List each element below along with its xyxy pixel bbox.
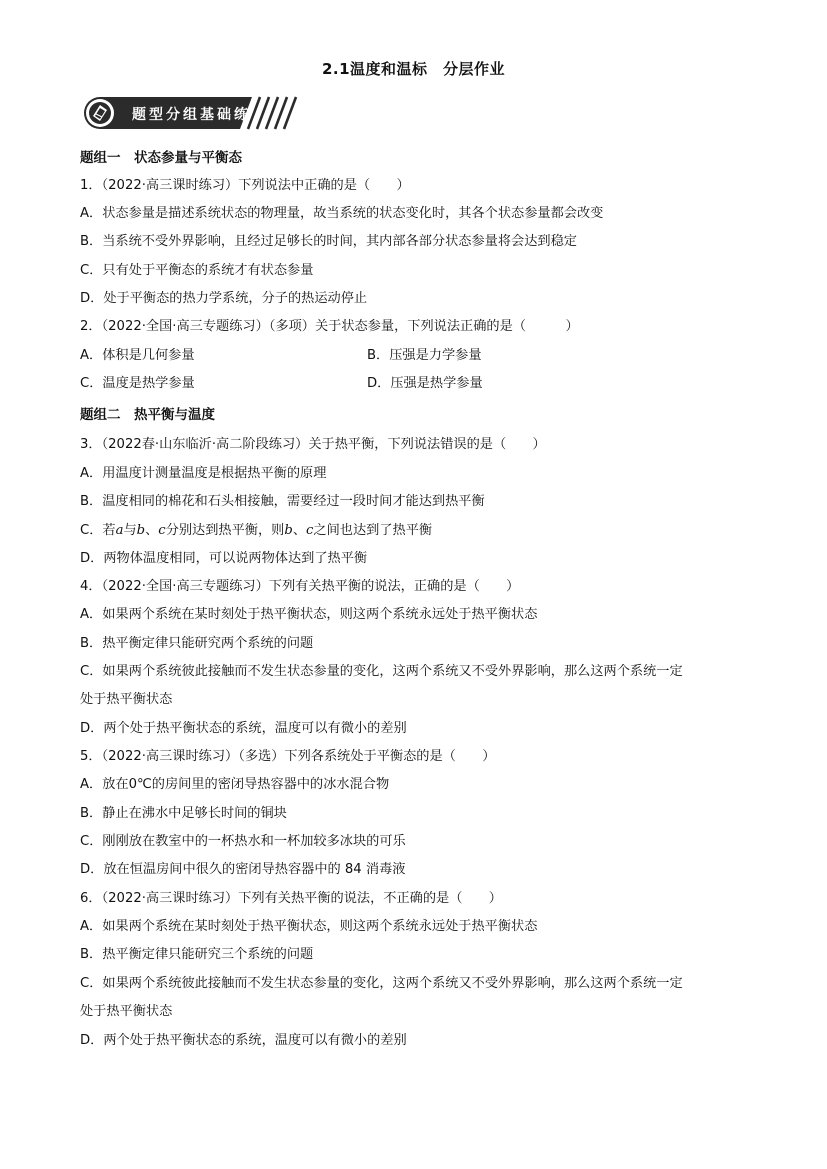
q2-option-d: D．压强是热学参量 xyxy=(367,376,483,391)
q5-option-c: C．刚刚放在教室中的一杯热水和一杯加较多冰块的可乐 xyxy=(80,834,406,849)
q4-option-d: D．两个处于热平衡状态的系统，温度可以有微小的差别 xyxy=(80,721,407,736)
q1-option-b: B．当系统不受外界影响，且经过足够长的时间，其内部各部分状态参量将会达到稳定 xyxy=(80,234,577,249)
q2-option-a: A．体积是几何参量 xyxy=(80,348,195,363)
q6-option-c-line1: C．如果两个系统彼此接触而不发生状态参量的变化，这两个系统又不受外界影响，那么这两个系统一定 xyxy=(80,976,683,991)
q5-option-d: D．放在恒温房间中很久的密闭导热容器中的 84 消毒液 xyxy=(80,862,406,877)
q4-option-c-line2: 处于热平衡状态 xyxy=(80,692,173,707)
q6-stem: 6．（2022·高三课时练习）下列有关热平衡的说法，不正确的是（ ） xyxy=(80,891,502,906)
q5-stem: 5．（2022·高三课时练习）（多选）下列各系统处于平衡态的是（ ） xyxy=(80,749,496,764)
q3-option-a: A．用温度计测量温度是根据热平衡的原理 xyxy=(80,466,327,481)
q4-option-c-line1: C．如果两个系统彼此接触而不发生状态参量的变化，这两个系统又不受外界影响，那么这两个系统一定 xyxy=(80,664,683,679)
q3-c-text-5: 、 xyxy=(292,523,307,538)
q6-option-b: B．热平衡定律只能研究三个系统的问题 xyxy=(80,947,314,962)
q5-option-b: B．静止在沸水中足够长时间的铜块 xyxy=(80,806,287,821)
q3-c-var-b: b xyxy=(136,523,146,538)
q6-option-a: A．如果两个系统在某时刻处于热平衡状态，则这两个系统永远处于热平衡状态 xyxy=(80,919,538,934)
q6-option-c-line2: 处于热平衡状态 xyxy=(80,1004,173,1019)
q3-c-var-a: a xyxy=(115,523,124,538)
q2-stem: 2．（2022·全国·高三专题练习）（多项）关于状态参量，下列说法正确的是（ ） xyxy=(80,319,579,334)
q2-option-b: B．压强是力学参量 xyxy=(367,348,482,363)
q3-option-c xyxy=(80,522,432,540)
q3-c-text-4: 分别达到热平衡，则 xyxy=(165,523,285,538)
q4-stem: 4．（2022·全国·高三专题练习）下列有关热平衡的说法，正确的是（ ） xyxy=(80,579,520,594)
q4-option-b: B．热平衡定律只能研究两个系统的问题 xyxy=(80,636,314,651)
q6-option-d: D．两个处于热平衡状态的系统，温度可以有微小的差别 xyxy=(80,1033,407,1048)
q3-c-var-b2: b xyxy=(284,523,293,538)
q3-c-var-c: c xyxy=(158,523,166,538)
q1-stem: 1．（2022·高三课时练习）下列说法中正确的是（ ） xyxy=(80,178,410,193)
group1-heading: 题组一 状态参量与平衡态 xyxy=(80,150,242,166)
book-icon xyxy=(86,99,114,127)
q3-c-text-1: C．若 xyxy=(80,523,116,538)
q3-option-d: D．两物体温度相同，可以说两物体达到了热平衡 xyxy=(80,551,368,566)
q3-c-text-6: 之间也达到了热平衡 xyxy=(313,523,433,538)
q3-option-b: B．温度相同的棉花和石头相接触，需要经过一段时间才能达到热平衡 xyxy=(80,494,485,509)
q2-option-c: C．温度是热学参量 xyxy=(80,376,195,391)
q3-c-text-3: 、 xyxy=(145,523,159,538)
q1-option-c: C．只有处于平衡态的系统才有状态参量 xyxy=(80,263,314,278)
q1-option-d: D．处于平衡态的热力学系统，分子的热运动停止 xyxy=(80,291,368,306)
q3-c-text-2: 与 xyxy=(123,523,137,538)
page-title: 2.1温度和温标 分层作业 xyxy=(321,60,506,78)
q3-stem: 3．（2022春·山东临沂·高二阶段练习）关于热平衡，下列说法错误的是（ ） xyxy=(80,437,546,452)
q4-option-a: A．如果两个系统在某时刻处于热平衡状态，则这两个系统永远处于热平衡状态 xyxy=(80,607,538,622)
group2-heading: 题组二 热平衡与温度 xyxy=(80,407,215,423)
q1-option-a: A．状态参量是描述系统状态的物理量，故当系统的状态变化时，其各个状态参量都会改变 xyxy=(80,206,604,221)
q3-c-var-c2: c xyxy=(306,523,314,538)
q5-option-a: A．放在0℃的房间里的密闭导热容器中的冰水混合物 xyxy=(80,777,390,792)
section-banner-label: 题型分组基础练 xyxy=(132,107,251,123)
